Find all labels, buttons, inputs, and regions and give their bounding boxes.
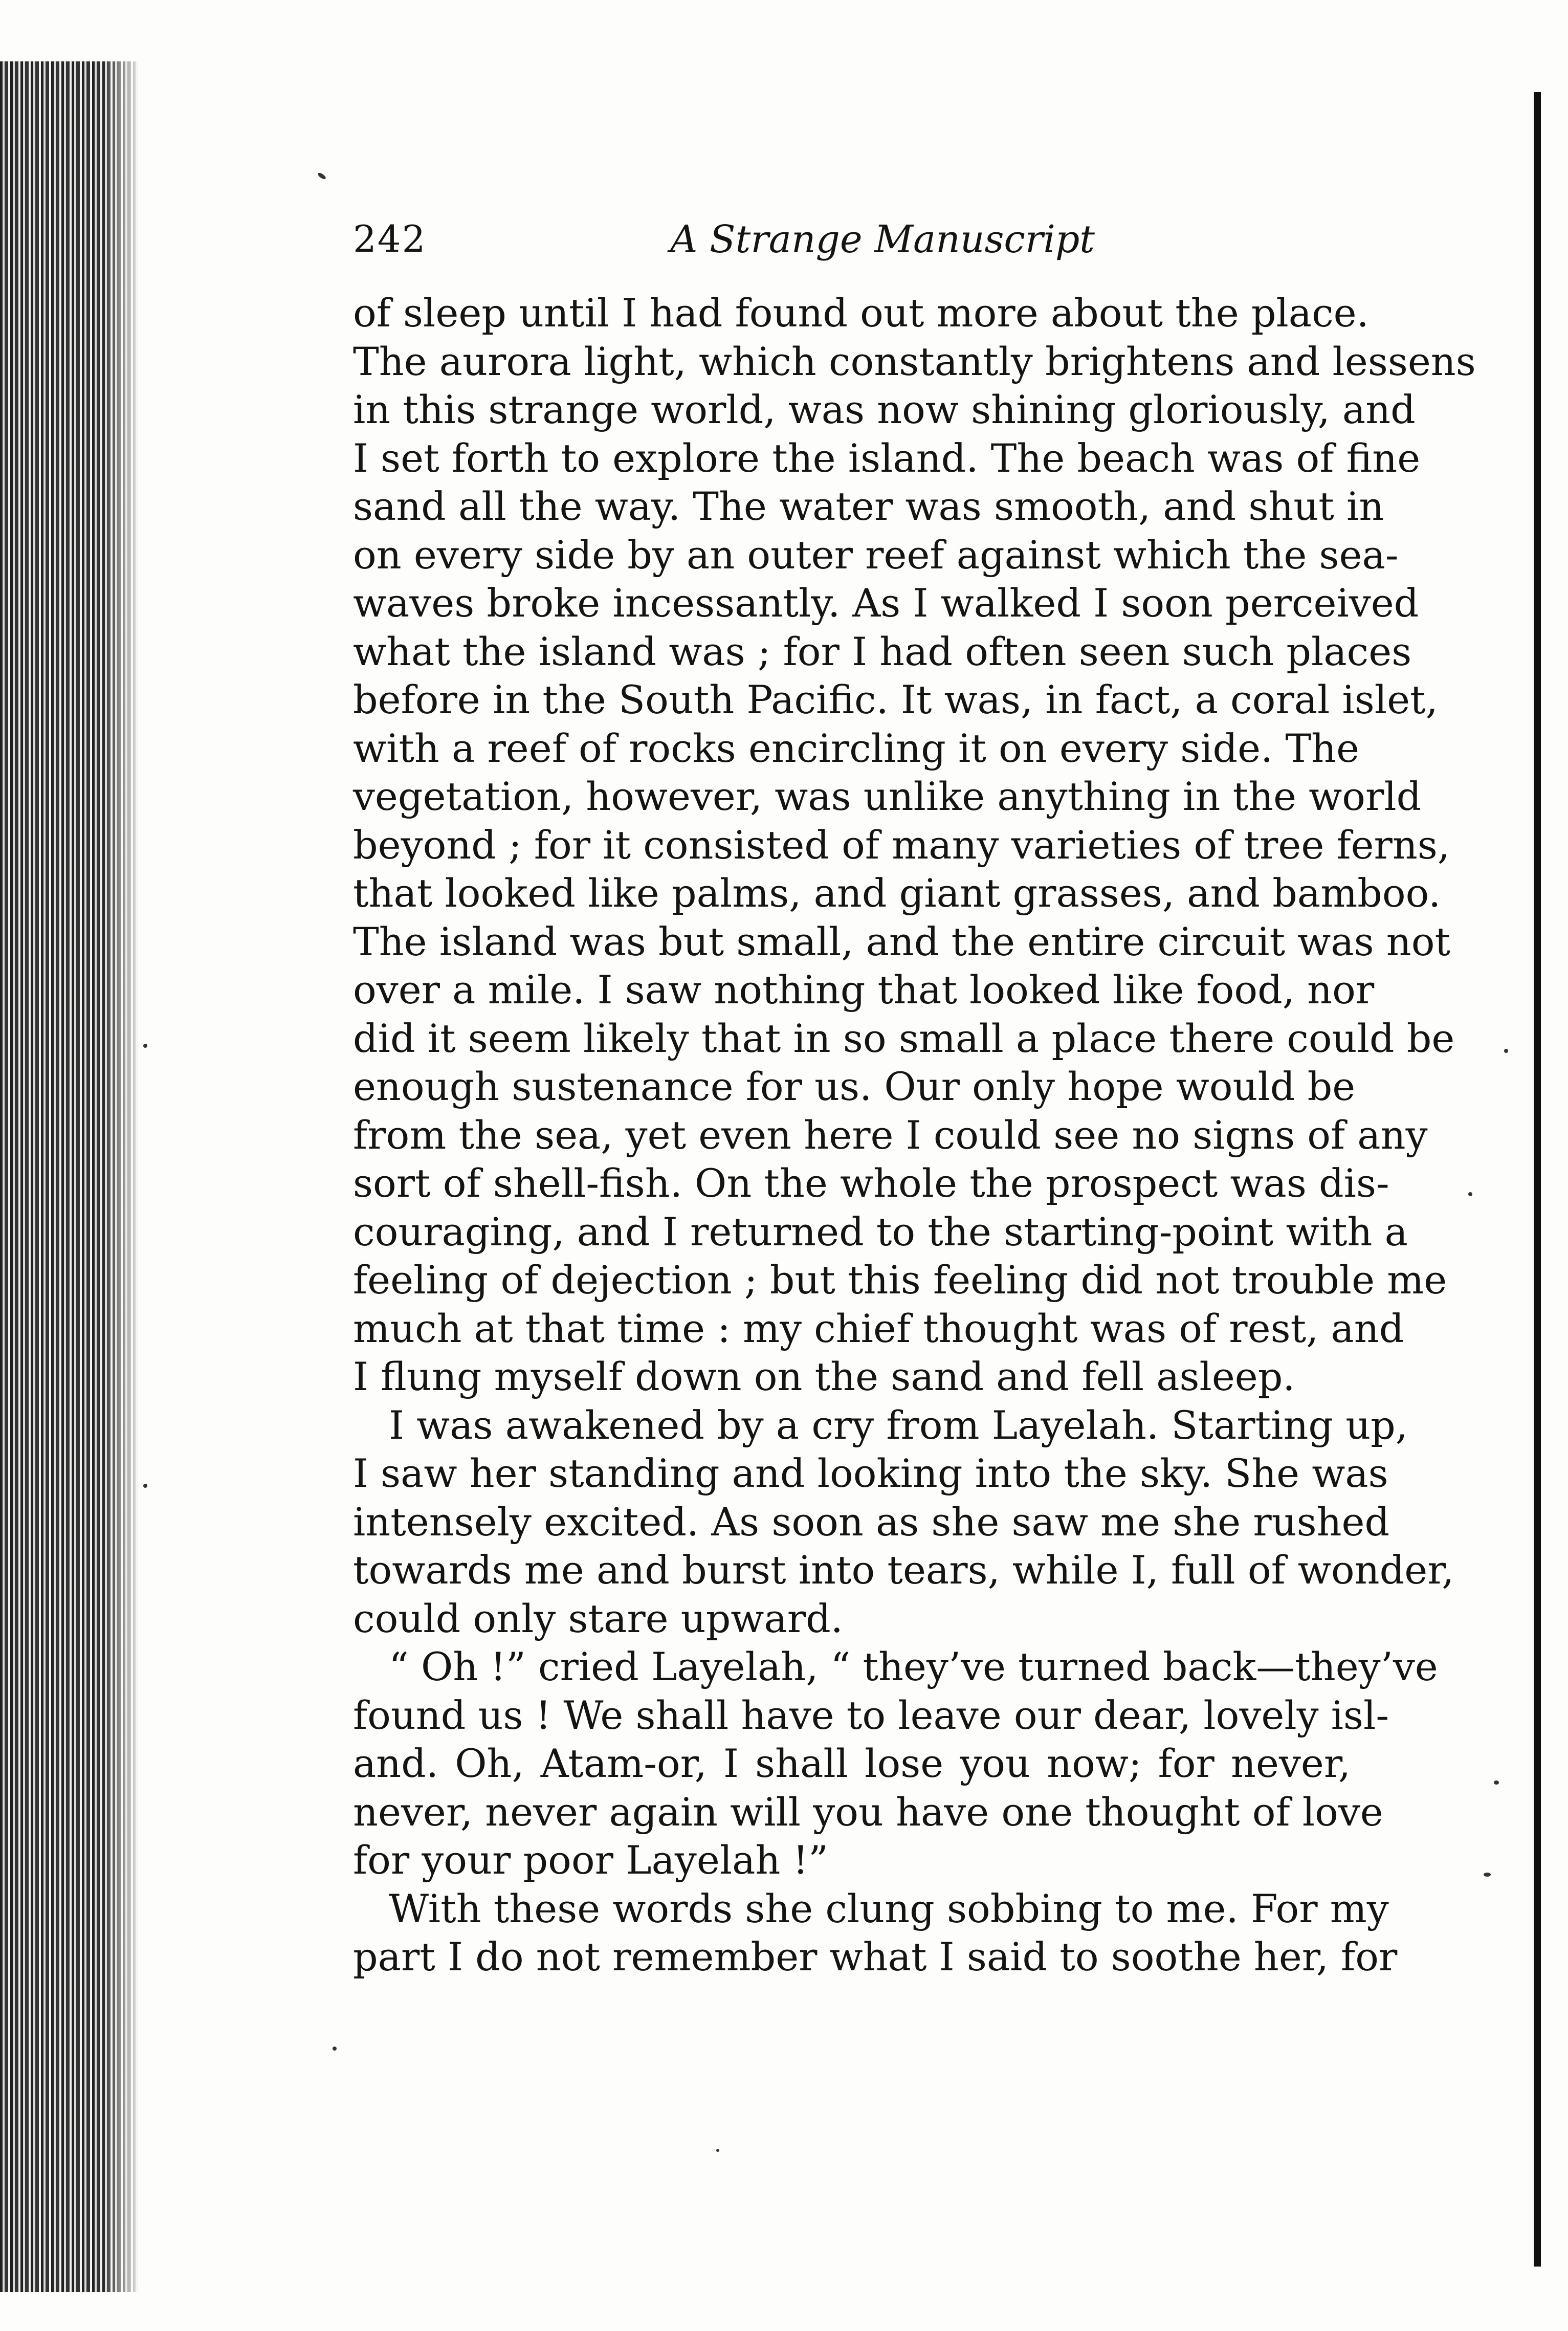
paragraph xyxy=(353,1885,1398,1982)
text-line: could only stare upward. xyxy=(353,1595,843,1641)
print-speck xyxy=(1504,1049,1508,1053)
paragraph xyxy=(353,289,1476,1401)
text-line: that looked like palms, and giant grasses, and bamboo. xyxy=(353,870,1441,916)
text-line: in this strange world, was now shining gloriously, and xyxy=(353,387,1416,432)
binding-shadow xyxy=(102,61,143,2292)
page-number: 242 xyxy=(353,217,427,260)
text-line: towards me and burst into tears, while I, full of wonder, xyxy=(353,1547,1454,1593)
print-speck xyxy=(1494,1780,1499,1785)
text-line: sand all the way. The water was smooth, and shut in xyxy=(353,483,1384,529)
text-line: and. Oh, Atam-or, I shall lose you now; for never, xyxy=(353,1741,1351,1786)
running-title: A Strange Manuscript xyxy=(670,217,1095,261)
text-line: much at that time : my chief thought was of rest, and xyxy=(353,1305,1404,1351)
text-line: The aurora light, which constantly brightens and lessens xyxy=(353,338,1476,384)
text-line: on every side by an outer reef against which the sea- xyxy=(353,532,1399,578)
body-text xyxy=(353,289,1476,1982)
text-line: feeling of dejection ; but this feeling did not trouble me xyxy=(353,1257,1447,1303)
text-line: from the sea, yet even here I could see no signs of any xyxy=(353,1112,1428,1158)
print-speck xyxy=(143,1484,147,1488)
text-line: sort of shell-fish. On the whole the prospect was dis- xyxy=(353,1160,1389,1206)
text-line: part I do not remember what I said to soothe her, for xyxy=(353,1934,1398,1980)
text-line: I flung myself down on the sand and fell asleep. xyxy=(353,1354,1295,1399)
page-edge-rule xyxy=(1534,92,1541,2267)
text-line: With these words she clung sobbing to me. For my xyxy=(389,1885,1389,1931)
text-line: did it seem likely that in so small a place there could be xyxy=(353,1015,1455,1061)
print-speck xyxy=(1484,1873,1491,1877)
paragraph xyxy=(353,1401,1454,1643)
text-line: found us ! We shall have to leave our dear, lovely isl- xyxy=(353,1692,1389,1738)
text-line: never, never again will you have one thought of love xyxy=(353,1789,1383,1835)
text-line: enough sustenance for us. Our only hope would be xyxy=(353,1064,1356,1109)
text-line: vegetation, however, was unlike anything in the world xyxy=(353,774,1422,819)
running-header xyxy=(353,217,1095,274)
text-line: intensely excited. As soon as she saw me she rushed xyxy=(353,1499,1390,1545)
text-line: “ Oh !” cried Layelah, “ they’ve turned back—they’ve xyxy=(389,1644,1438,1689)
print-speck xyxy=(1468,1192,1472,1196)
text-line: what the island was ; for I had often seen such places xyxy=(353,628,1412,674)
text-line: with a reef of rocks encircling it on every side. The xyxy=(353,725,1360,771)
text-line: before in the South Pacific. It was, in fact, a coral islet, xyxy=(353,677,1438,722)
text-line: The island was but small, and the entire circuit was not xyxy=(353,918,1450,964)
text-line: I was awakened by a cry from Layelah. Starting up, xyxy=(389,1402,1408,1448)
text-line: couraging, and I returned to the starting-point with a xyxy=(353,1208,1408,1255)
print-speck xyxy=(143,1044,147,1048)
paragraph xyxy=(353,1643,1438,1885)
print-speck xyxy=(333,2047,337,2051)
text-line: I saw her standing and looking into the sky. She was xyxy=(353,1450,1388,1496)
print-speck xyxy=(317,172,326,181)
text-line: over a mile. I saw nothing that looked like food, nor xyxy=(353,967,1375,1013)
text-line: of sleep until I had found out more about the place. xyxy=(353,290,1369,336)
text-line: waves broke incessantly. As I walked I soon perceived xyxy=(353,580,1419,626)
text-line: I set forth to explore the island. The beach was of fine xyxy=(353,435,1421,481)
print-speck xyxy=(716,2149,719,2152)
text-line: beyond ; for it consisted of many varieties of tree ferns, xyxy=(353,822,1450,868)
text-line: for your poor Layelah !” xyxy=(353,1837,828,1883)
